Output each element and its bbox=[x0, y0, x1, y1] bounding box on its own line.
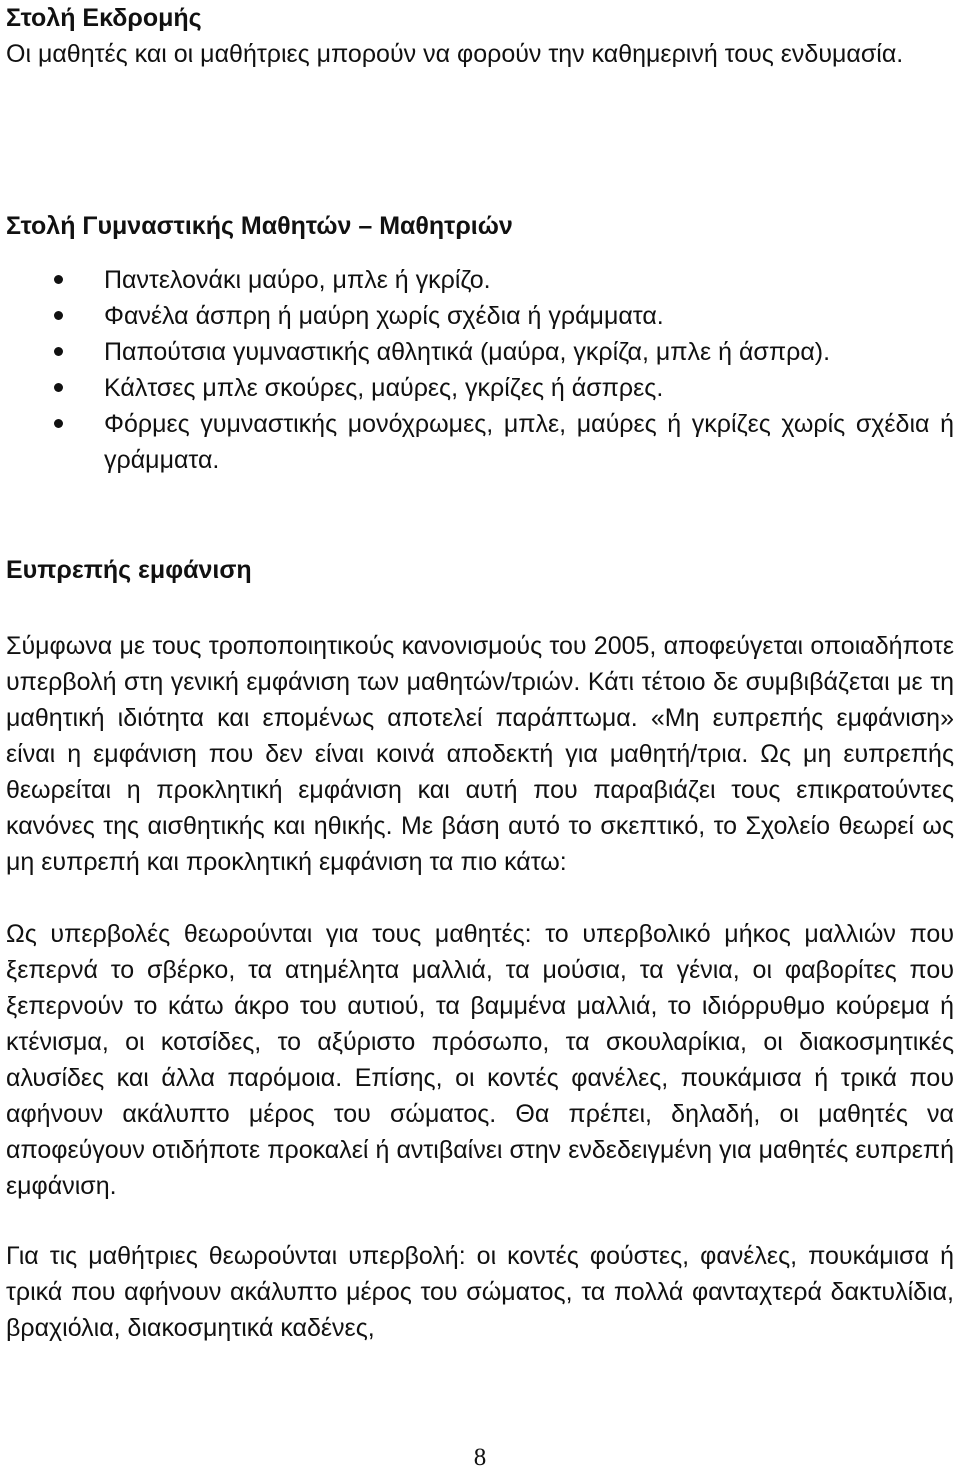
appearance-paragraph-1: Σύμφωνα με τους τροποποιητικούς κανονισμούς του 2005, αποφεύγεται οποιαδήποτε υπερβολή στη γενική εμφάνιση των μαθητών/τριών. Κάτι τέτοιο δε συμβιβάζεται με τη μαθητική ιδιότητα και επομένως αποτελεί παράπτωμα. «Μη ευπρεπής εμφάνιση» είναι η εμφάνιση που δεν είναι κοινά αποδεκτή για μαθητή/τρια. Ως μη ευπρεπής θεωρείται η προκλητική εμφάνιση και αυτή που παραβιάζει τους επικρατούντες κανόνες της αισθητικής και ηθικής. Με βάση αυτό το σκεπτικό, το Σχολείο θεωρεί ως μη ευπρεπή και προκλητική εμφάνιση τα πιο κάτω: bbox=[6, 632, 954, 876]
bullet-icon bbox=[54, 311, 63, 320]
list-item-text: Φόρμες γυμναστικής μονόχρωμες, μπλε, μαύρες ή γκρίζες χωρίς σχέδια ή γράμματα. bbox=[104, 410, 954, 474]
page-number: 8 bbox=[473, 1444, 487, 1471]
list-item bbox=[6, 334, 954, 370]
appearance-heading: Ευπρεπής εμφάνιση bbox=[6, 556, 252, 584]
excursion-text: Οι μαθητές και οι μαθήτριες μπορούν να φορούν την καθημερινή τους ενδυμασία. bbox=[6, 40, 904, 68]
gym-section bbox=[6, 208, 954, 478]
list-item bbox=[6, 406, 954, 478]
bullet-icon bbox=[54, 275, 63, 284]
appearance-paragraph-2: Ως υπερβολές θεωρούνται για τους μαθητές: το υπερβολικό μήκος μαλλιών που ξεπερνά το σβέρκο, τα ατημέλητα μαλλιά, τα μούσια, τα γένια, οι φαβορίτες που ξεπερνούν το κάτω άκρο του αυτιού, τα βαμμένα μαλλιά, το ιδιόρρυθμο κούρεμα ή κτένισμα, οι κοτσίδες, το αξύριστο πρόσωπο, τα σκουλαρίκια, οι διακοσμητικές αλυσίδες και άλλα παρόμοια. Επίσης, οι κοντές φανέλες, πουκάμισα ή τρικά που αφήνουν ακάλυπτο μέρος του σώματος. Θα πρέπει, δηλαδή, οι μαθητές να αποφεύγουν οτιδήποτε προκαλεί ή αντιβαίνει στην ενδεδειγμένη για μαθητές ευπρεπή εμφάνιση. bbox=[6, 920, 954, 1200]
list-item bbox=[6, 370, 954, 406]
appearance-paragraph-3: Για τις μαθήτριες θεωρούνται υπερβολή: οι κοντές φούστες, φανέλες, πουκάμισα ή τρικά που αφήνουν ακάλυπτο μέρος του σώματος, τα πολλά φανταχτερά δακτυλίδια, βραχιόλια, διακοσμητικά καδένες, bbox=[6, 1242, 954, 1342]
list-item-text: Κάλτσες μπλε σκούρες, μαύρες, γκρίζες ή άσπρες. bbox=[104, 374, 664, 402]
excursion-section bbox=[6, 0, 954, 72]
list-item-text: Παπούτσια γυμναστικής αθλητικά (μαύρα, γκρίζα, μπλε ή άσπρα). bbox=[104, 338, 831, 366]
gym-heading: Στολή Γυμναστικής Μαθητών – Μαθητριών bbox=[6, 212, 513, 240]
excursion-heading: Στολή Εκδρομής bbox=[6, 4, 202, 32]
bullet-icon bbox=[54, 419, 63, 428]
appearance-section bbox=[6, 552, 954, 1346]
gym-list bbox=[6, 262, 954, 478]
list-item bbox=[6, 262, 954, 298]
list-item-text: Φανέλα άσπρη ή μαύρη χωρίς σχέδια ή γράμματα. bbox=[104, 302, 664, 330]
list-item bbox=[6, 298, 954, 334]
list-item-text: Παντελονάκι μαύρο, μπλε ή γκρίζο. bbox=[104, 266, 491, 294]
bullet-icon bbox=[54, 383, 63, 392]
bullet-icon bbox=[54, 347, 63, 356]
